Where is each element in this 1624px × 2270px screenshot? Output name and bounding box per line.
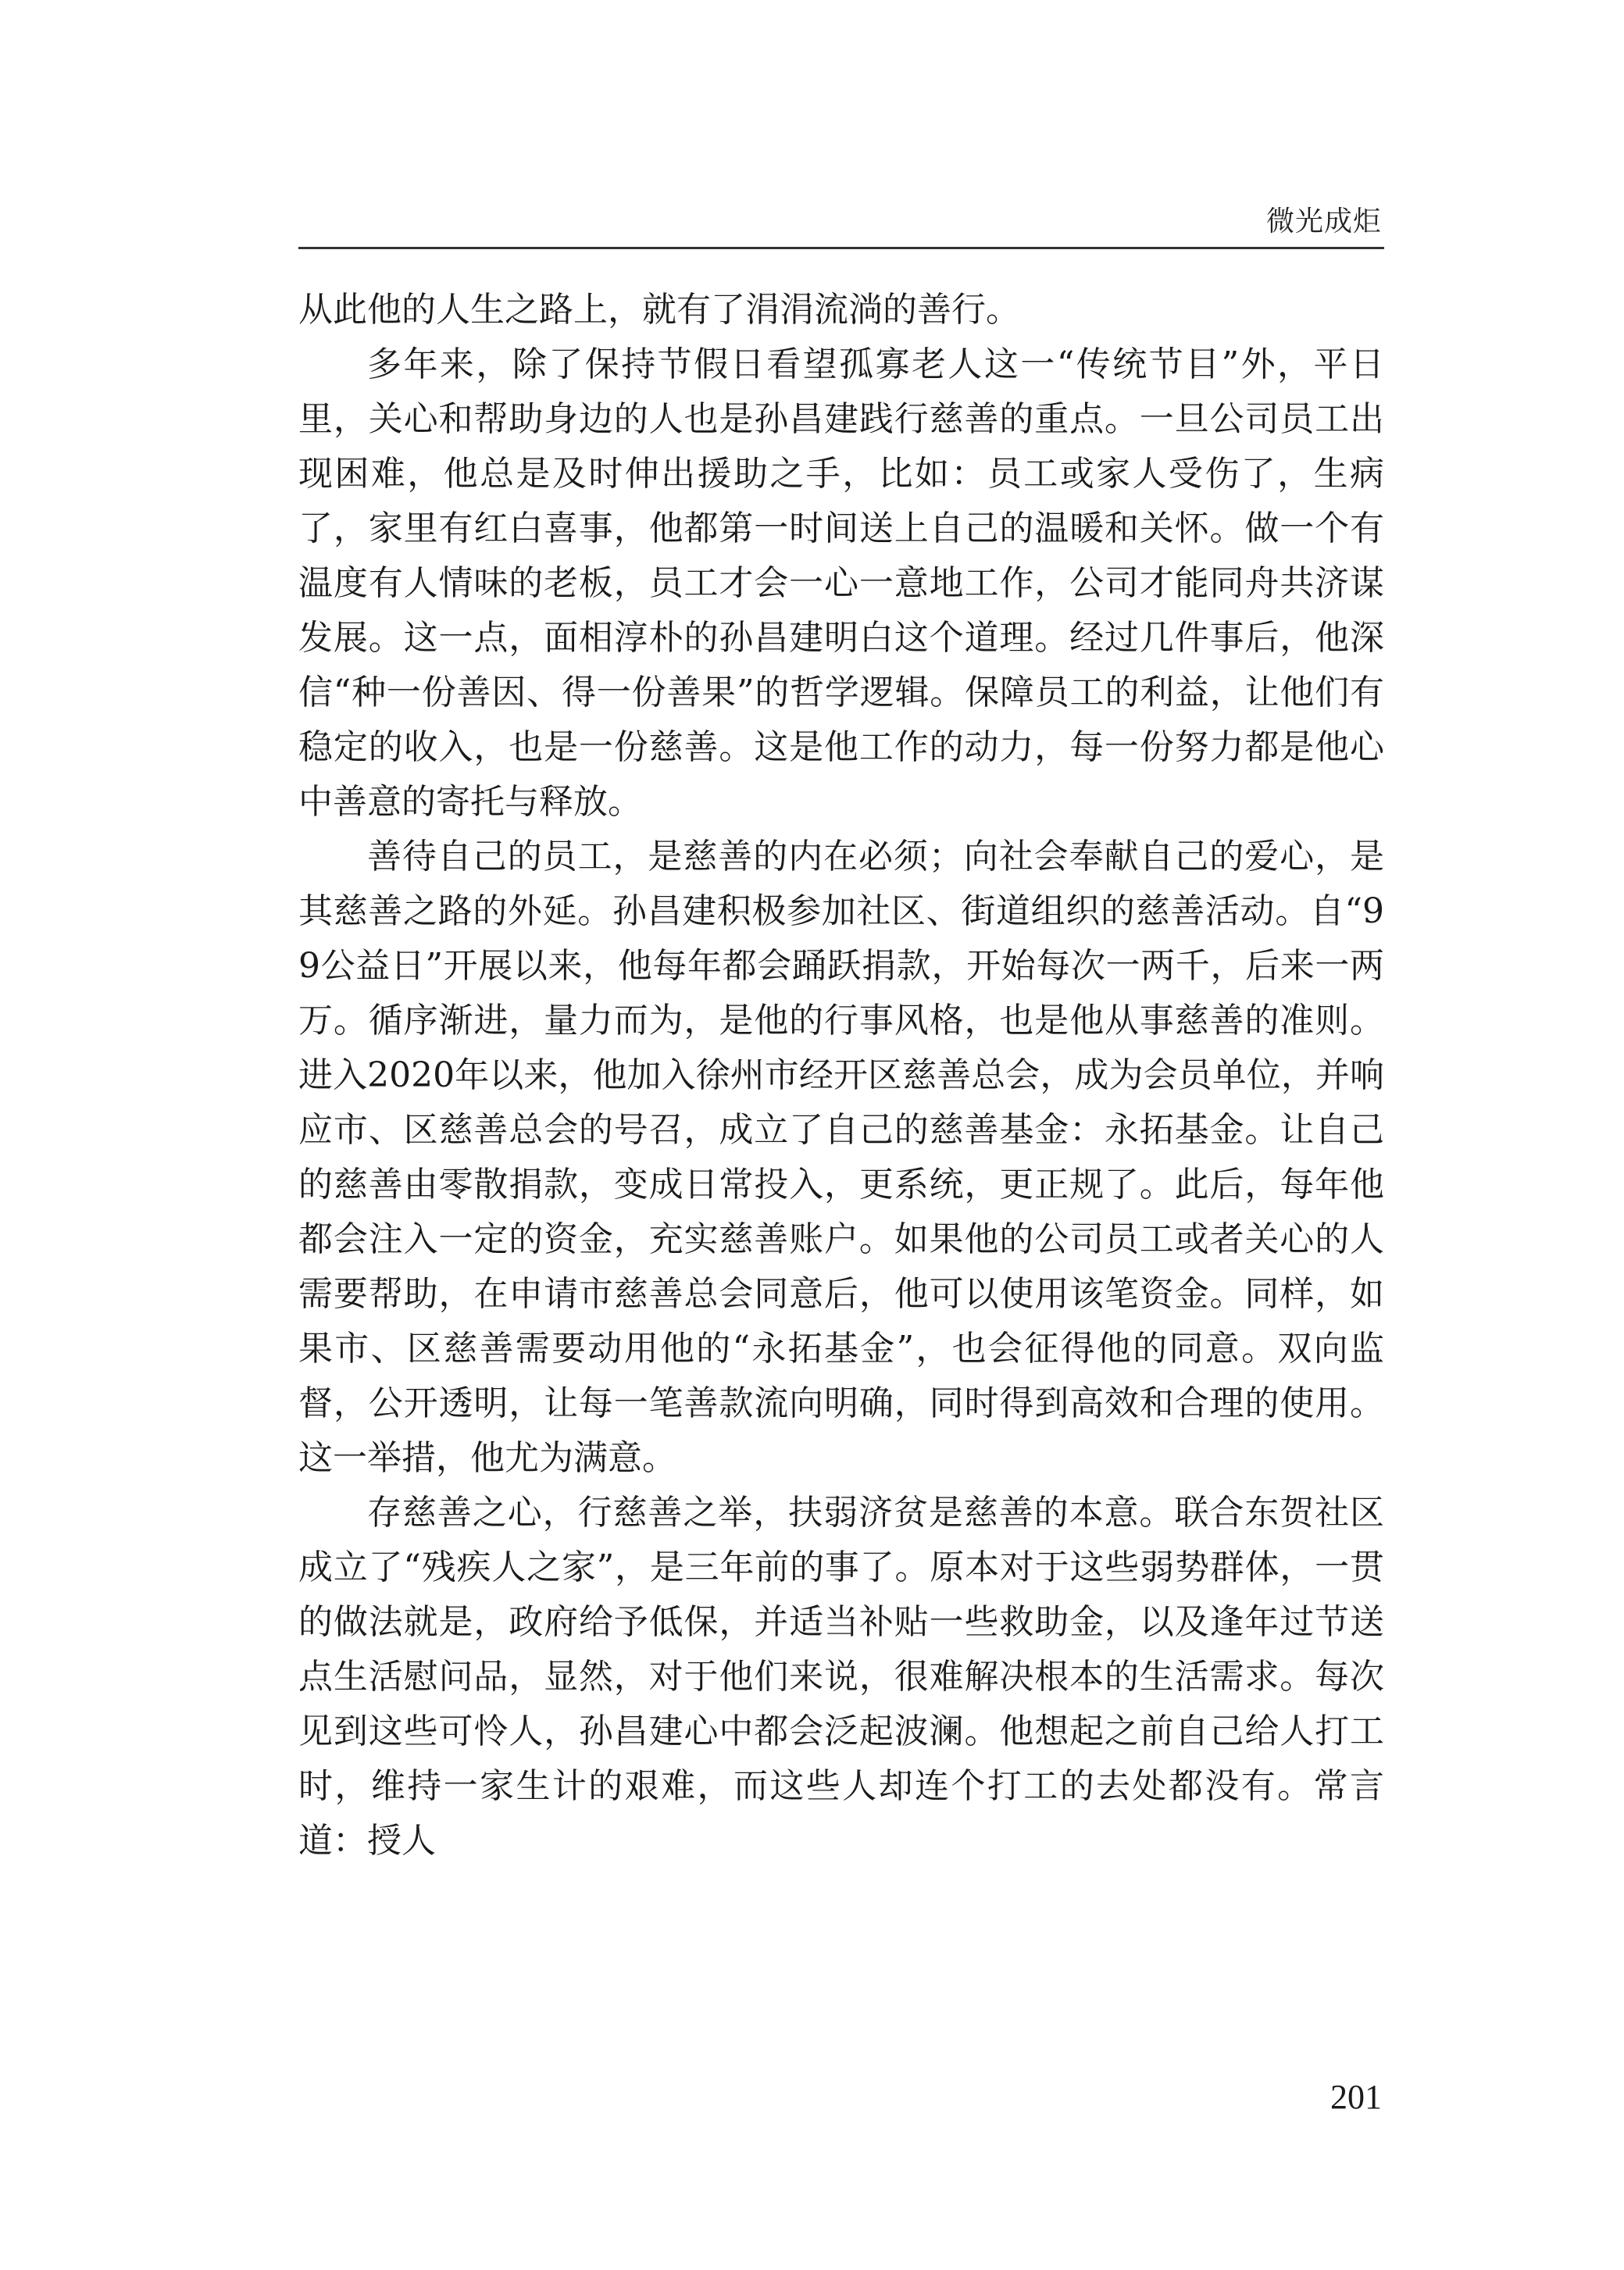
body-text <box>298 283 1384 1868</box>
paragraph: 多年来，除了保持节假日看望孤寡老人这一“传统节目”外，平日里，关心和帮助身边的人也是孙昌建践行慈善的重点。一旦公司员工出现困难，他总是及时伸出援助之手，比如：员工或家人受伤了，生病了，家里有红白喜事，他都第一时间送上自己的温暖和关怀。做一个有温度有人情味的老板，员工才会一心一意地工作，公司才能同舟共济谋发展。这一点，面相淳朴的孙昌建明白这个道理。经过几件事后，他深信“种一份善因、得一份善果”的哲学逻辑。保障员工的利益，让他们有稳定的收入，也是一份慈善。这是他工作的动力，每一份努力都是他心中善意的寄托与释放。 <box>298 344 1384 822</box>
paragraph-continuation: 从此他的人生之路上，就有了涓涓流淌的善行。 <box>298 290 1020 330</box>
header-rule <box>298 247 1384 249</box>
paragraph: 善待自己的员工，是慈善的内在必须；向社会奉献自己的爱心，是其慈善之路的外延。孙昌建积极参加社区、街道组织的慈善活动。自“99公益日”开展以来，他每年都会踊跃捐款，开始每次一两千，后来一两万。循序渐进，量力而为，是他的行事风格，也是他从事慈善的准则。进入2020年以来，他加入徐州市经开区慈善总会，成为会员单位，并响应市、区慈善总会的号召，成立了自己的慈善基金：永拓基金。让自己的慈善由零散捐款，变成日常投入，更系统，更正规了。此后，每年他都会注入一定的资金，充实慈善账户。如果他的公司员工或者关心的人需要帮助，在申请市慈善总会同意后，他可以使用该笔资金。同样，如果市、区慈善需要动用他的“永拓基金”，也会征得他的同意。双向监督，公开透明，让每一笔善款流向明确，同时得到高效和合理的使用。这一举措，他尤为满意。 <box>298 837 1384 1478</box>
running-head: 微光成炬 <box>1265 205 1382 237</box>
page-number: 201 <box>1330 2078 1382 2116</box>
paragraph: 存慈善之心，行慈善之举，扶弱济贫是慈善的本意。联合东贺社区成立了“残疾人之家”，是三年前的事了。原本对于这些弱势群体，一贯的做法就是，政府给予低保，并适当补贴一些救助金，以及逢年过节送点生活慰问品，显然，对于他们来说，很难解决根本的生活需求。每次见到这些可怜人，孙昌建心中都会泛起波澜。他想起之前自己给人打工时，维持一家生计的艰难，而这些人却连个打工的去处都没有。常言道：授人 <box>298 1493 1384 1861</box>
